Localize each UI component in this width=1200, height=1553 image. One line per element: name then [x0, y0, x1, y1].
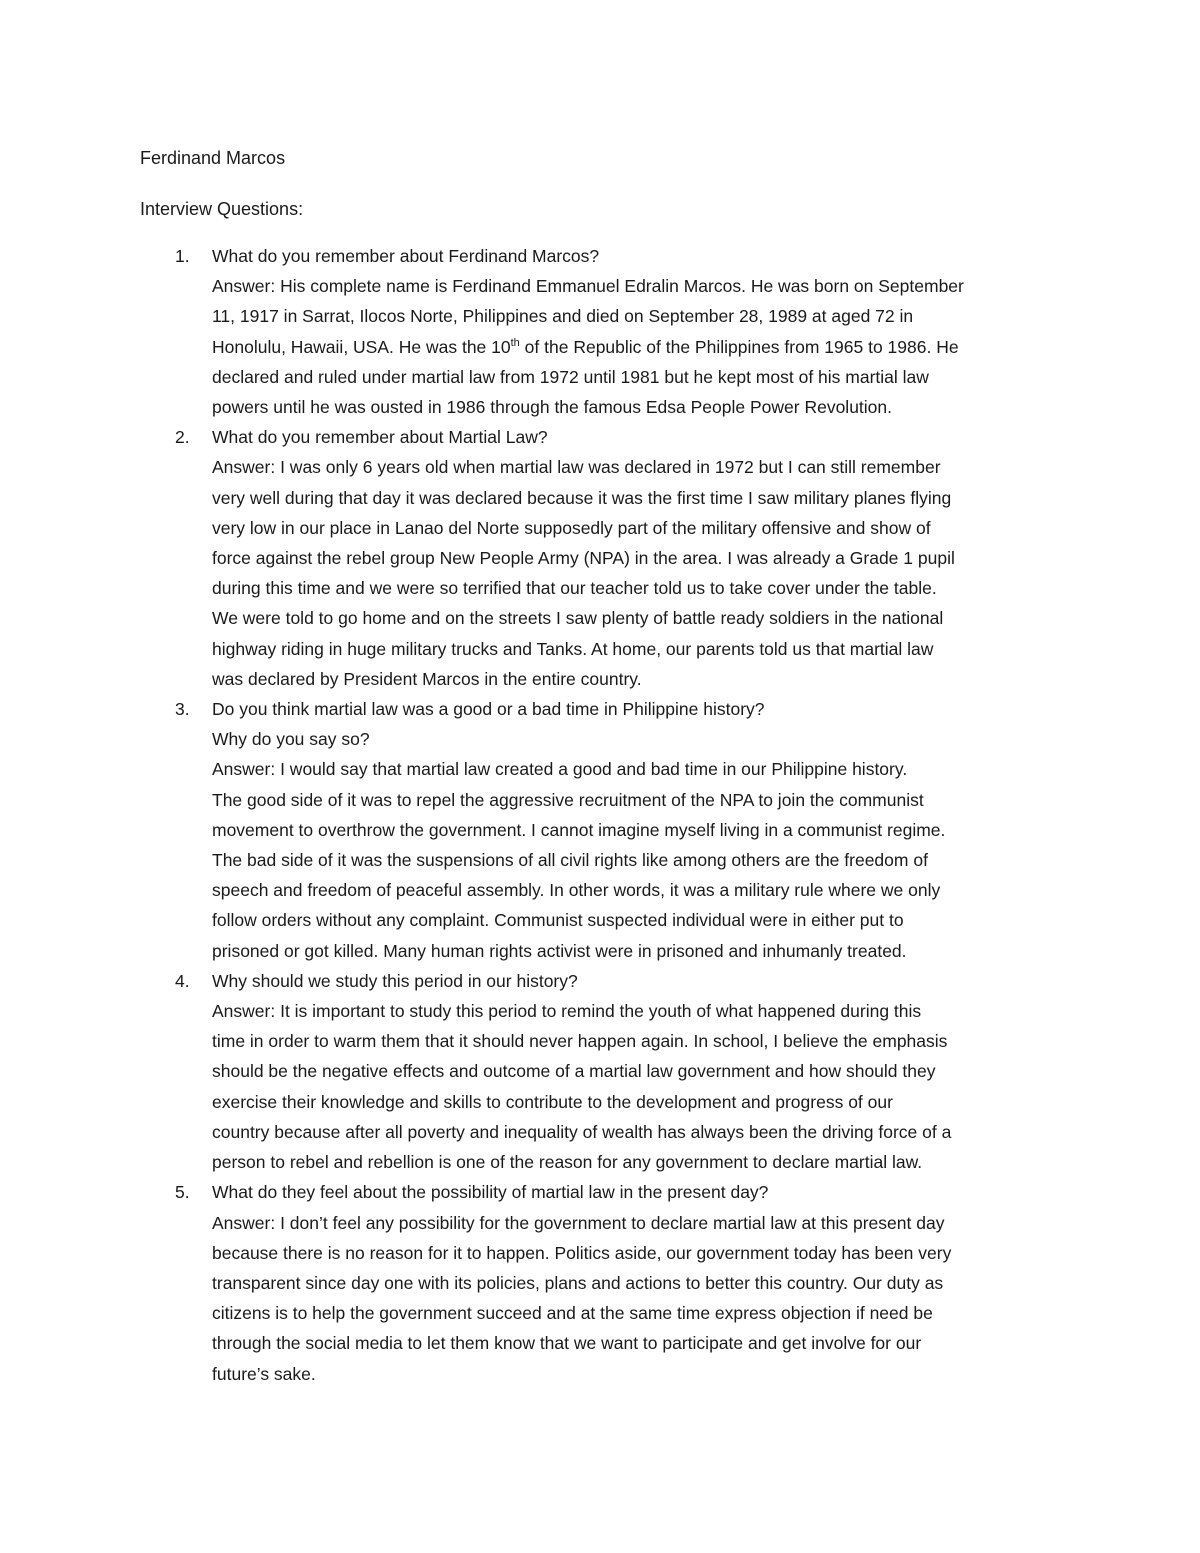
question-number: 3. — [175, 699, 190, 720]
document-subtitle: Interview Questions: — [140, 199, 304, 219]
question-number: 2. — [175, 427, 190, 448]
question-item-5 — [140, 1177, 1070, 1388]
answer-text: Answer: I don’t feel any possibility for the government to declare martial law at this present day because there is no reason for it to happen. Politics aside, our government today has been very transparent since day one with its policies, plans and actions to better this country. Our duty as citizens is to help the government succeed and at the same time express objection if need be through the social media to let them know that we want to participate and get involve for our future’s sake. — [212, 1212, 952, 1384]
question-item-1 — [140, 241, 1070, 422]
interview-question-list — [140, 241, 1070, 1389]
answer-text: Answer: I was only 6 years old when martial law was declared in 1972 but I can still remember very well during that day it was declared because it was the first time I saw military planes flying very low in our place in Lanao del Norte supposedly part of the military offensive and show of force against the rebel group New People Army (NPA) in the area. I was already a Grade 1 pupil during this time and we were so terrified that our teacher told us to take cover under the table. We were told to go home and on the streets I saw plenty of battle ready soldiers in the national highway riding in huge military trucks and Tanks. At home, our parents told us that martial law was declared by President Marcos in the entire country. — [212, 457, 955, 689]
ordinal-suffix: th — [510, 336, 520, 349]
question-item-3 — [140, 694, 1070, 966]
answer-text: Answer: I would say that martial law created a good and bad time in our Philippine history. The good side of it was to repel the aggressive recruitment of the NPA to join the communist movement to overthrow the government. I cannot imagine myself living in a communist regime. The bad side of it was the suspensions of all civil rights like among others are the freedom of speech and freedom of peaceful assembly. In other words, it was a military rule where we only follow orders without any complaint. Communist suspected individual were in either put to prisoned or got killed. Many human rights activist were in prisoned and inhumanly treated. — [212, 759, 946, 961]
question-item-2 — [140, 422, 1070, 694]
question-text: What do they feel about the possibility of martial law in the present day? — [212, 1182, 769, 1203]
question-text: What do you remember about Martial Law? — [212, 427, 548, 448]
document-title: Ferdinand Marcos — [140, 148, 286, 168]
answer-text: Answer: It is important to study this period to remind the youth of what happened during this time in order to warm them that it should never happen again. In school, I believe the emphasis should be the negative effects and outcome of a martial law government and how should they exercise their knowledge and skills to contribute to the development and progress of our country because after all poverty and inequality of wealth has always been the driving force of a person to rebel and rebellion is one of the reason for any government to declare martial law. — [212, 1001, 952, 1173]
question-number: 4. — [175, 970, 190, 991]
question-number: 1. — [175, 246, 190, 266]
question-text: Why should we study this period in our history? — [212, 970, 578, 991]
question-text: What do you remember about Ferdinand Marcos? — [212, 246, 600, 266]
answer-text-part: of the Republic of the Philippines from 1965 to 1986. He declared and ruled under martial law from 1972 until 1981 but he kept most of his martial law powers until he was ousted in 1986 through the famous Edsa People Power Revolution. — [212, 336, 959, 418]
question-text: Do you think martial law was a good or a bad time in Philippine history? Why do you say so? — [212, 699, 765, 750]
answer-text — [212, 271, 1070, 422]
question-number: 5. — [175, 1182, 190, 1203]
answer-text-part: Answer: His complete name is Ferdinand Emmanuel Edralin Marcos. He was born on September 11, 1917 in Sarrat, Ilocos Norte, Philippines and died on September 28, 1989 at aged 72 in Honolulu, Hawaii, USA. He was the 10 — [212, 276, 964, 357]
question-item-4 — [140, 966, 1070, 1177]
